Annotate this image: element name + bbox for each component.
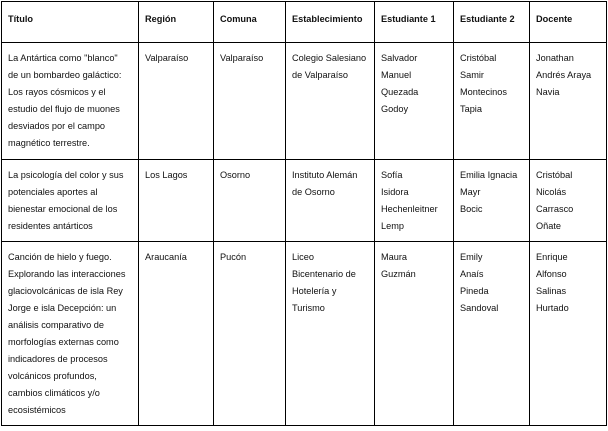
cell-text-line: Alfonso xyxy=(536,269,567,279)
cell-text-line: bienestar emocional de los xyxy=(8,204,118,214)
cell-text-line: Godoy xyxy=(381,104,409,114)
cell-text-line: Osorno xyxy=(220,170,251,180)
cell-docente xyxy=(530,242,607,426)
cell-text-line: Los rayos cósmicos y el xyxy=(8,87,106,97)
table-row xyxy=(2,43,607,160)
header-docente: Docente xyxy=(530,2,607,43)
cell-docente xyxy=(530,43,607,160)
cell-text-line: Colegio Salesiano xyxy=(292,53,367,63)
cell-estudiante-2 xyxy=(454,160,530,242)
cell-text-line: morfologías externas como xyxy=(8,337,119,347)
cell-text-line: ecosistémicos xyxy=(8,405,66,415)
header-region: Región xyxy=(139,2,214,43)
cell-estudiante-2 xyxy=(454,242,530,426)
cell-text-line: desviados por el campo xyxy=(8,121,106,131)
cell-text-line: de Valparaíso xyxy=(292,70,349,80)
cell-text-line: Mayr xyxy=(460,187,481,197)
cell-text-line: Pucón xyxy=(220,252,247,262)
cell-text-line: Hurtado xyxy=(536,303,569,313)
cell-text-line: La psicología del color y sus xyxy=(8,170,124,180)
cell-estudiante-1 xyxy=(375,242,454,426)
cell-text-line: Araucanía xyxy=(145,252,187,262)
cell-text-line: glaciovolcánicas de isla Rey xyxy=(8,286,123,296)
cell-text-line: Tapia xyxy=(460,104,482,114)
cell-estudiante-2 xyxy=(454,43,530,160)
cell-text-line: Emily xyxy=(460,252,483,262)
cell-text-line: Cristóbal xyxy=(460,53,497,63)
cell-text-line: volcánicos profundos, xyxy=(8,371,97,381)
cell-text-line: Nicolás xyxy=(536,187,567,197)
header-comuna: Comuna xyxy=(214,2,286,43)
cell-text-line: Guzmán xyxy=(381,269,416,279)
header-estudiante-2: Estudiante 2 xyxy=(454,2,530,43)
cell-text-line: Canción de hielo y fuego. xyxy=(8,252,112,262)
cell-text-line: Turismo xyxy=(292,303,325,313)
cell-text-line: residentes antárticos xyxy=(8,221,93,231)
cell-establecimiento xyxy=(286,160,375,242)
table-row xyxy=(2,160,607,242)
cell-text-line: Anaís xyxy=(460,269,484,279)
cell-text-line: Carrasco xyxy=(536,204,574,214)
cell-text-line: análisis comparativo de xyxy=(8,320,105,330)
cell-text-line: Emilia Ignacia xyxy=(460,170,518,180)
cell-titulo xyxy=(2,43,139,160)
cell-comuna xyxy=(214,43,286,160)
cell-region xyxy=(139,160,214,242)
projects-table xyxy=(1,1,607,426)
cell-text-line: Bicentenario de xyxy=(292,269,356,279)
cell-text-line: de Osorno xyxy=(292,187,335,197)
cell-text-line: Lemp xyxy=(381,221,404,231)
cell-text-line: Hotelería y xyxy=(292,286,337,296)
cell-text-line: magnético terrestre. xyxy=(8,138,90,148)
cell-text-line: Jonathan xyxy=(536,53,574,63)
cell-docente xyxy=(530,160,607,242)
cell-text-line: Bocic xyxy=(460,204,483,214)
cell-text-line: indicadores de procesos xyxy=(8,354,108,364)
cell-text-line: Oñate xyxy=(536,221,562,231)
cell-text-line: Salinas xyxy=(536,286,567,296)
cell-titulo xyxy=(2,160,139,242)
cell-text-line: Valparaíso xyxy=(145,53,189,63)
cell-text-line: Montecinos xyxy=(460,87,507,97)
cell-text-line: Jorge e isla Decepción: un xyxy=(8,303,117,313)
cell-text-line: Cristóbal xyxy=(536,170,573,180)
cell-text-line: Andrés Araya xyxy=(536,70,592,80)
cell-text-line: Maura xyxy=(381,252,408,262)
cell-text-line: de un bombardeo galáctico: xyxy=(8,70,122,80)
cell-text-line: Hechenleitner xyxy=(381,204,438,214)
cell-region xyxy=(139,242,214,426)
table-row xyxy=(2,242,607,426)
cell-comuna xyxy=(214,242,286,426)
header-row xyxy=(2,2,607,43)
cell-establecimiento xyxy=(286,43,375,160)
cell-text-line: Instituto Alemán xyxy=(292,170,358,180)
cell-text-line: Navia xyxy=(536,87,560,97)
cell-text-line: Manuel xyxy=(381,70,412,80)
cell-text-line: estudio del flujo de muones xyxy=(8,104,120,114)
cell-text-line: potenciales aportes al xyxy=(8,187,98,197)
cell-text-line: Sandoval xyxy=(460,303,499,313)
header-estudiante-1: Estudiante 1 xyxy=(375,2,454,43)
header-establecimiento: Establecimiento xyxy=(286,2,375,43)
cell-text-line: Pineda xyxy=(460,286,489,296)
cell-text-line: Los Lagos xyxy=(145,170,188,180)
cell-text-line: Valparaíso xyxy=(220,53,264,63)
cell-comuna xyxy=(214,160,286,242)
cell-titulo xyxy=(2,242,139,426)
cell-text-line: Enrique xyxy=(536,252,568,262)
cell-text-line: Quezada xyxy=(381,87,419,97)
header-titulo: Título xyxy=(2,2,139,43)
cell-text-line: Liceo xyxy=(292,252,314,262)
cell-text-line: cambios climáticos y/o xyxy=(8,388,100,398)
cell-region xyxy=(139,43,214,160)
cell-estudiante-1 xyxy=(375,160,454,242)
cell-text-line: Sofía xyxy=(381,170,403,180)
cell-text-line: Salvador xyxy=(381,53,418,63)
cell-estudiante-1 xyxy=(375,43,454,160)
cell-text-line: Isidora xyxy=(381,187,409,197)
cell-text-line: La Antártica como "blanco" xyxy=(8,53,118,63)
cell-establecimiento xyxy=(286,242,375,426)
cell-text-line: Samir xyxy=(460,70,484,80)
cell-text-line: Explorando las interacciones xyxy=(8,269,126,279)
